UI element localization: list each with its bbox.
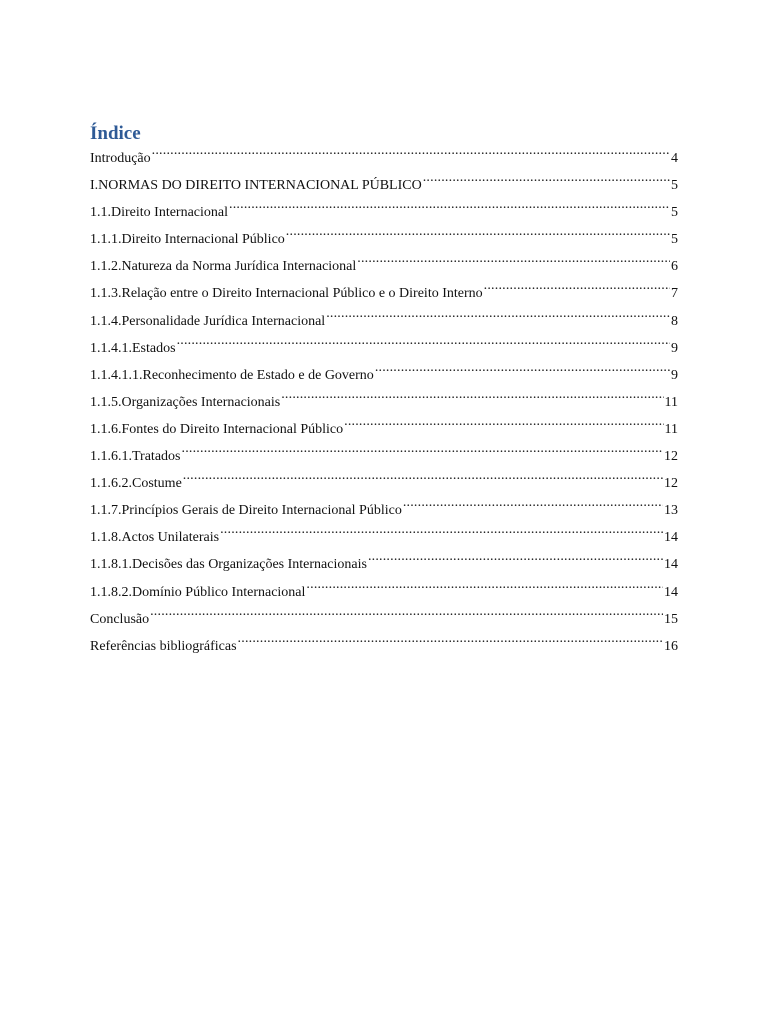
toc-entry[interactable] bbox=[90, 551, 678, 578]
toc-dot-leader bbox=[177, 338, 670, 352]
toc-entry[interactable] bbox=[90, 145, 678, 172]
toc-entry[interactable] bbox=[90, 524, 678, 551]
toc-entry-title: 1.1.Direito Internacional bbox=[90, 205, 229, 221]
toc-entry-title: 1.1.8.2.Domínio Público Internacional bbox=[90, 584, 306, 600]
toc-dot-leader bbox=[152, 148, 670, 162]
toc-entry-title: 1.1.3.Relação entre o Direito Internacional Público e o Direito Interno bbox=[90, 286, 483, 302]
toc-entry-title: Introdução bbox=[90, 151, 151, 166]
toc-entry-page-number: 14 bbox=[664, 557, 678, 573]
toc-entry[interactable] bbox=[90, 226, 678, 253]
toc-dot-leader bbox=[403, 500, 663, 514]
toc-entry-page-number: 7 bbox=[671, 286, 678, 302]
toc-dot-leader bbox=[375, 365, 670, 379]
toc-entry-title: 1.1.1.Direito Internacional Público bbox=[90, 232, 285, 248]
toc-entry[interactable] bbox=[90, 470, 678, 497]
toc-entry[interactable] bbox=[90, 280, 678, 307]
toc-entry[interactable] bbox=[90, 497, 678, 524]
toc-entry[interactable] bbox=[90, 443, 678, 470]
toc-dot-leader bbox=[220, 527, 663, 541]
toc-entry-page-number: 8 bbox=[671, 313, 678, 329]
toc-entry-page-number: 9 bbox=[671, 340, 678, 356]
toc-entry-title: 1.1.6.1.Tratados bbox=[90, 449, 181, 465]
toc-entry-page-number: 13 bbox=[664, 503, 678, 519]
toc-dot-leader bbox=[238, 636, 663, 650]
toc-entry-title: Conclusão bbox=[90, 611, 150, 627]
toc-entry-page-number: 11 bbox=[664, 421, 678, 437]
toc-dot-leader bbox=[484, 283, 670, 297]
toc-entry-page-number: 5 bbox=[671, 205, 678, 221]
toc-dot-leader bbox=[368, 554, 663, 568]
toc-dot-leader bbox=[182, 446, 664, 460]
toc-entry-page-number: 14 bbox=[664, 530, 678, 546]
toc-dot-leader bbox=[150, 609, 663, 623]
toc-dot-leader bbox=[326, 311, 670, 325]
toc-entry[interactable] bbox=[90, 579, 678, 606]
toc-entry-page-number: 12 bbox=[664, 449, 678, 465]
toc-entry[interactable] bbox=[90, 253, 678, 280]
toc-entry-title: 1.1.5.Organizações Internacionais bbox=[90, 394, 281, 410]
toc-entry-title: 1.1.8.1.Decisões das Organizações Internacionais bbox=[90, 557, 367, 573]
toc-entry-page-number: 4 bbox=[671, 151, 678, 166]
toc-entry-title: 1.1.7.Princípios Gerais de Direito Internacional Público bbox=[90, 503, 402, 519]
toc-entry-page-number: 5 bbox=[671, 232, 678, 248]
toc-entry-title: 1.1.4.1.Estados bbox=[90, 340, 176, 356]
toc-entry-title: 1.1.8.Actos Unilaterais bbox=[90, 530, 220, 546]
toc-entry-page-number: 14 bbox=[664, 584, 678, 600]
toc-entry-title: Referências bibliográficas bbox=[90, 638, 237, 654]
toc-entry-title: 1.1.4.1.1.Reconhecimento de Estado e de Governo bbox=[90, 367, 374, 383]
toc-entry-page-number: 9 bbox=[671, 367, 678, 383]
toc-dot-leader bbox=[229, 202, 670, 216]
toc-entry-page-number: 16 bbox=[664, 638, 678, 654]
toc-entry-page-number: 5 bbox=[671, 178, 678, 194]
toc-dot-leader bbox=[183, 473, 663, 487]
toc-entry-title: I.NORMAS DO DIREITO INTERNACIONAL PÚBLICO bbox=[90, 178, 422, 194]
toc-entry[interactable] bbox=[90, 199, 678, 226]
toc-entry-page-number: 12 bbox=[664, 476, 678, 492]
toc-entry[interactable] bbox=[90, 416, 678, 443]
toc-entry[interactable] bbox=[90, 633, 678, 660]
toc-entry-title: 1.1.4.Personalidade Jurídica Internacional bbox=[90, 313, 326, 329]
toc-dot-leader bbox=[281, 392, 663, 406]
toc-dot-leader bbox=[344, 419, 663, 433]
toc-entry[interactable] bbox=[90, 606, 678, 633]
toc-entry-page-number: 6 bbox=[671, 259, 678, 275]
toc-entry[interactable] bbox=[90, 172, 678, 199]
toc-entry-page-number: 11 bbox=[664, 394, 678, 410]
toc-dot-leader bbox=[357, 256, 670, 270]
toc-heading: Índice bbox=[90, 123, 141, 144]
toc-dot-leader bbox=[306, 582, 663, 596]
toc-entry-page-number: 15 bbox=[664, 611, 678, 627]
table-of-contents bbox=[90, 145, 678, 660]
toc-entry-title: 1.1.6.2.Costume bbox=[90, 476, 182, 492]
toc-entry[interactable] bbox=[90, 389, 678, 416]
toc-entry[interactable] bbox=[90, 335, 678, 362]
toc-entry[interactable] bbox=[90, 308, 678, 335]
toc-dot-leader bbox=[423, 175, 670, 189]
toc-entry-title: 1.1.2.Natureza da Norma Jurídica Internacional bbox=[90, 259, 357, 275]
toc-dot-leader bbox=[286, 229, 670, 243]
toc-entry[interactable] bbox=[90, 362, 678, 389]
toc-entry-title: 1.1.6.Fontes do Direito Internacional Público bbox=[90, 421, 344, 437]
